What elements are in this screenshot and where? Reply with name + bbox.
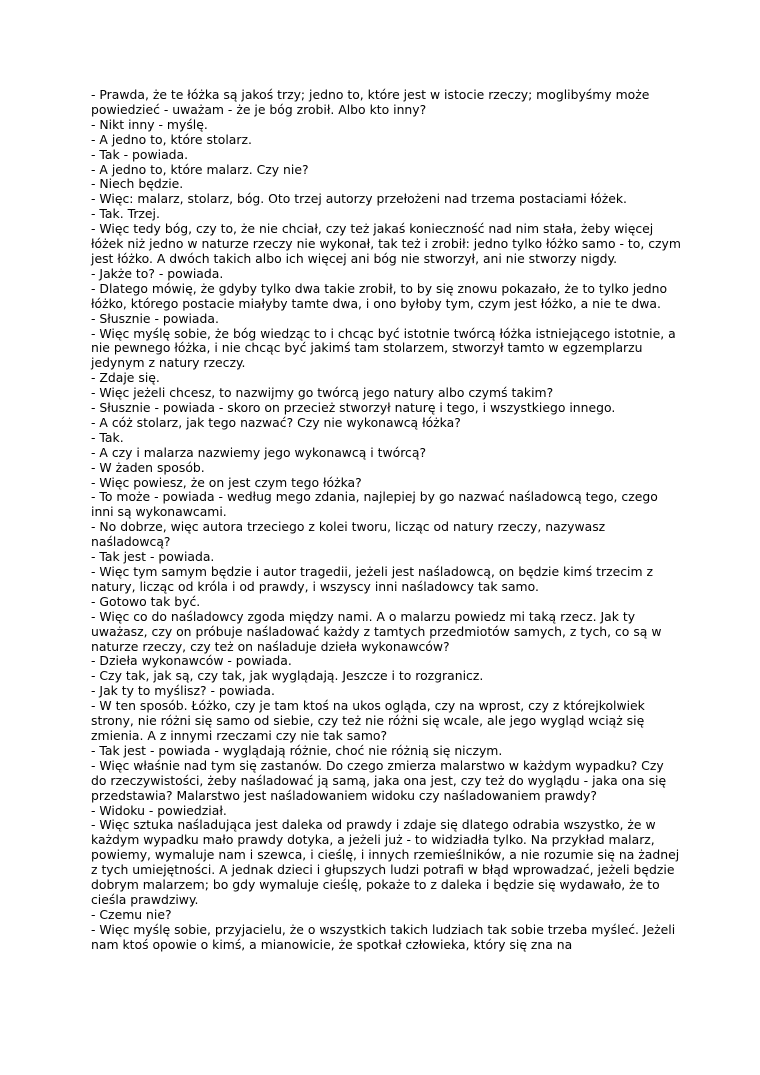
paragraph: - Dzieła wykonawców - powiada. [91, 653, 292, 669]
paragraph: - Więc tedy bóg, czy to, że nie chciał, czy też jakaś konieczność nad nim stała, żeby więcej łóżek niż jedno w naturze rzeczy nie wykonał, tak też i zrobił: jedno tylko łóżko samo - to, czym jest łóżko. A dwóch takich albo ich więcej ani bóg nie stworzył, ani nie stworzy nigdy. [91, 221, 681, 266]
paragraph: - W żaden sposób. [91, 459, 205, 475]
paragraph: - To może - powiada - według mego zdania, najlepiej by go nazwać naśladowcą tego, czego inni są wykonawcami. [91, 489, 658, 520]
paragraph: - Więc jeżeli chcesz, to nazwijmy go twórcą jego natury albo czymś takim? [91, 385, 554, 401]
paragraph: - Więc myślę sobie, że bóg wiedząc to i chcąc być istotnie twórcą łóżka istniejącego istotnie, a nie pewnego łóżka, i nie chcąc być jakimś tam stolarzem, stworzył tamto w egzemplarzu jedynym z natury rzeczy. [91, 325, 676, 371]
paragraph: - Jakże to? - powiada. [91, 265, 224, 281]
paragraph: - Słusznie - powiada. [91, 310, 219, 326]
paragraph: - Tak jest - powiada - wyglądają różnie, choć nie różnią się niczym. [91, 742, 503, 758]
paragraph: - Więc co do naśladowcy zgoda między nami. A o malarzu powiedz mi taką rzecz. Jak ty uważasz, czy on próbuje naśladować każdy z tamtych przedmiotów samych, z tych, co są w naturze rzeczy, czy też on naśladuje dzieła wykonawców? [91, 608, 662, 654]
paragraph: - Zdaje się. [91, 370, 160, 386]
paragraph: - Czemu nie? [91, 906, 172, 922]
paragraph: - Jak ty to myślisz? - powiada. [91, 683, 275, 699]
paragraph: - Nikt inny - myślę. [91, 116, 208, 132]
paragraph: - Więc tym samym będzie i autor tragedii, jeżeli jest naśladowcą, on będzie kimś trzecim z natury, licząc od króla i od prawdy, i wszyscy inni naśladowcy tak samo. [91, 564, 653, 594]
paragraph: - Dlatego mówię, że gdyby tylko dwa takie zrobił, to by się znowu pokazało, że to tylko jedno łóżko, którego postacie miałyby tamte dwa, i ono byłoby tym, czym jest łóżko, a nie te dwa. [91, 280, 668, 311]
paragraph: - A jedno to, które stolarz. [91, 131, 252, 147]
paragraph: - Widoku - powiedział. [91, 802, 227, 818]
paragraph: - A cóż stolarz, jak tego nazwać? Czy nie wykonawcą łóżka? [91, 414, 461, 430]
paragraph: - Tak jest - powiada. [91, 549, 215, 565]
paragraph: - A czy i malarza nazwiemy jego wykonawcą i twórcą? [91, 444, 427, 460]
document-page [91, 88, 681, 953]
paragraph: - Słusznie - powiada - skoro on przecież stworzył naturę i tego, i wszystkiego innego. [91, 400, 616, 416]
paragraph: - Czy tak, jak są, czy tak, jak wyglądają. Jeszcze i to rozgranicz. [91, 668, 484, 684]
paragraph: - Tak - powiada. [91, 146, 189, 162]
paragraph: - Więc sztuka naśladująca jest daleka od prawdy i zdaje się dlatego odrabia wszystko, że w każdym wypadku mało prawdy dotyka, a jeżeli już - to widziadła tylko. Na przykład malarz, powiemy, wymaluje nam i szewca, i cieślę, i innych rzemieślników, a nie rozumie się na żadnej z tych umiejętności. A jednak dzieci i głupszych ludzi potrafi w błąd wprowadzać, jeżeli będzie dobrym malarzem; bo gdy wymaluje cieślę, pokaże to z daleka i będzie się wydawało, że to cieśla prawdziwy. [91, 817, 680, 907]
paragraph: - Gotowo tak być. [91, 593, 201, 609]
paragraph: - W ten sposób. Łóżko, czy je tam ktoś na ukos ogląda, czy na wprost, czy z którejkolwiek strony, nie różni się samo od siebie, czy też nie różni się wcale, ale jego wygląd wciąż się zmienia. A z innymi rzeczami czy nie tak samo? [91, 698, 645, 743]
paragraph: - Więc: malarz, stolarz, bóg. Oto trzej autorzy przełożeni nad trzema postaciami łóżek. [91, 191, 627, 207]
paragraph: - Więc myślę sobie, przyjacielu, że o wszystkich takich ludziach tak sobie trzeba myśleć. Jeżeli nam ktoś opowie o kimś, a mianowicie, że spotkał człowieka, który się zna na [91, 921, 676, 952]
paragraph: - Więc właśnie nad tym się zastanów. Do czego zmierza malarstwo w każdym wypadku? Czy do rzeczywistości, żeby naśladować ją samą, jaka ona jest, czy też do wyglądu - jaka ona się przedstawia? Malarstwo jest naśladowaniem widoku czy naśladowaniem prawdy? [91, 757, 667, 803]
paragraph: - Więc powiesz, że on jest czym tego łóżka? [91, 474, 362, 490]
paragraph: - Tak. [91, 429, 124, 445]
paragraph: - No dobrze, więc autora trzeciego z kolei tworu, licząc od natury rzeczy, nazywasz naśladowcą? [91, 519, 606, 550]
paragraph: - Prawda, że te łóżka są jakoś trzy; jedno to, które jest w istocie rzeczy; moglibyśmy może powiedzieć - uważam - że je bóg zrobił. Albo kto inny? [91, 87, 650, 117]
paragraph: - Tak. Trzej. [91, 206, 160, 222]
paragraph: - A jedno to, które malarz. Czy nie? [91, 161, 309, 177]
paragraph: - Niech będzie. [91, 176, 184, 192]
